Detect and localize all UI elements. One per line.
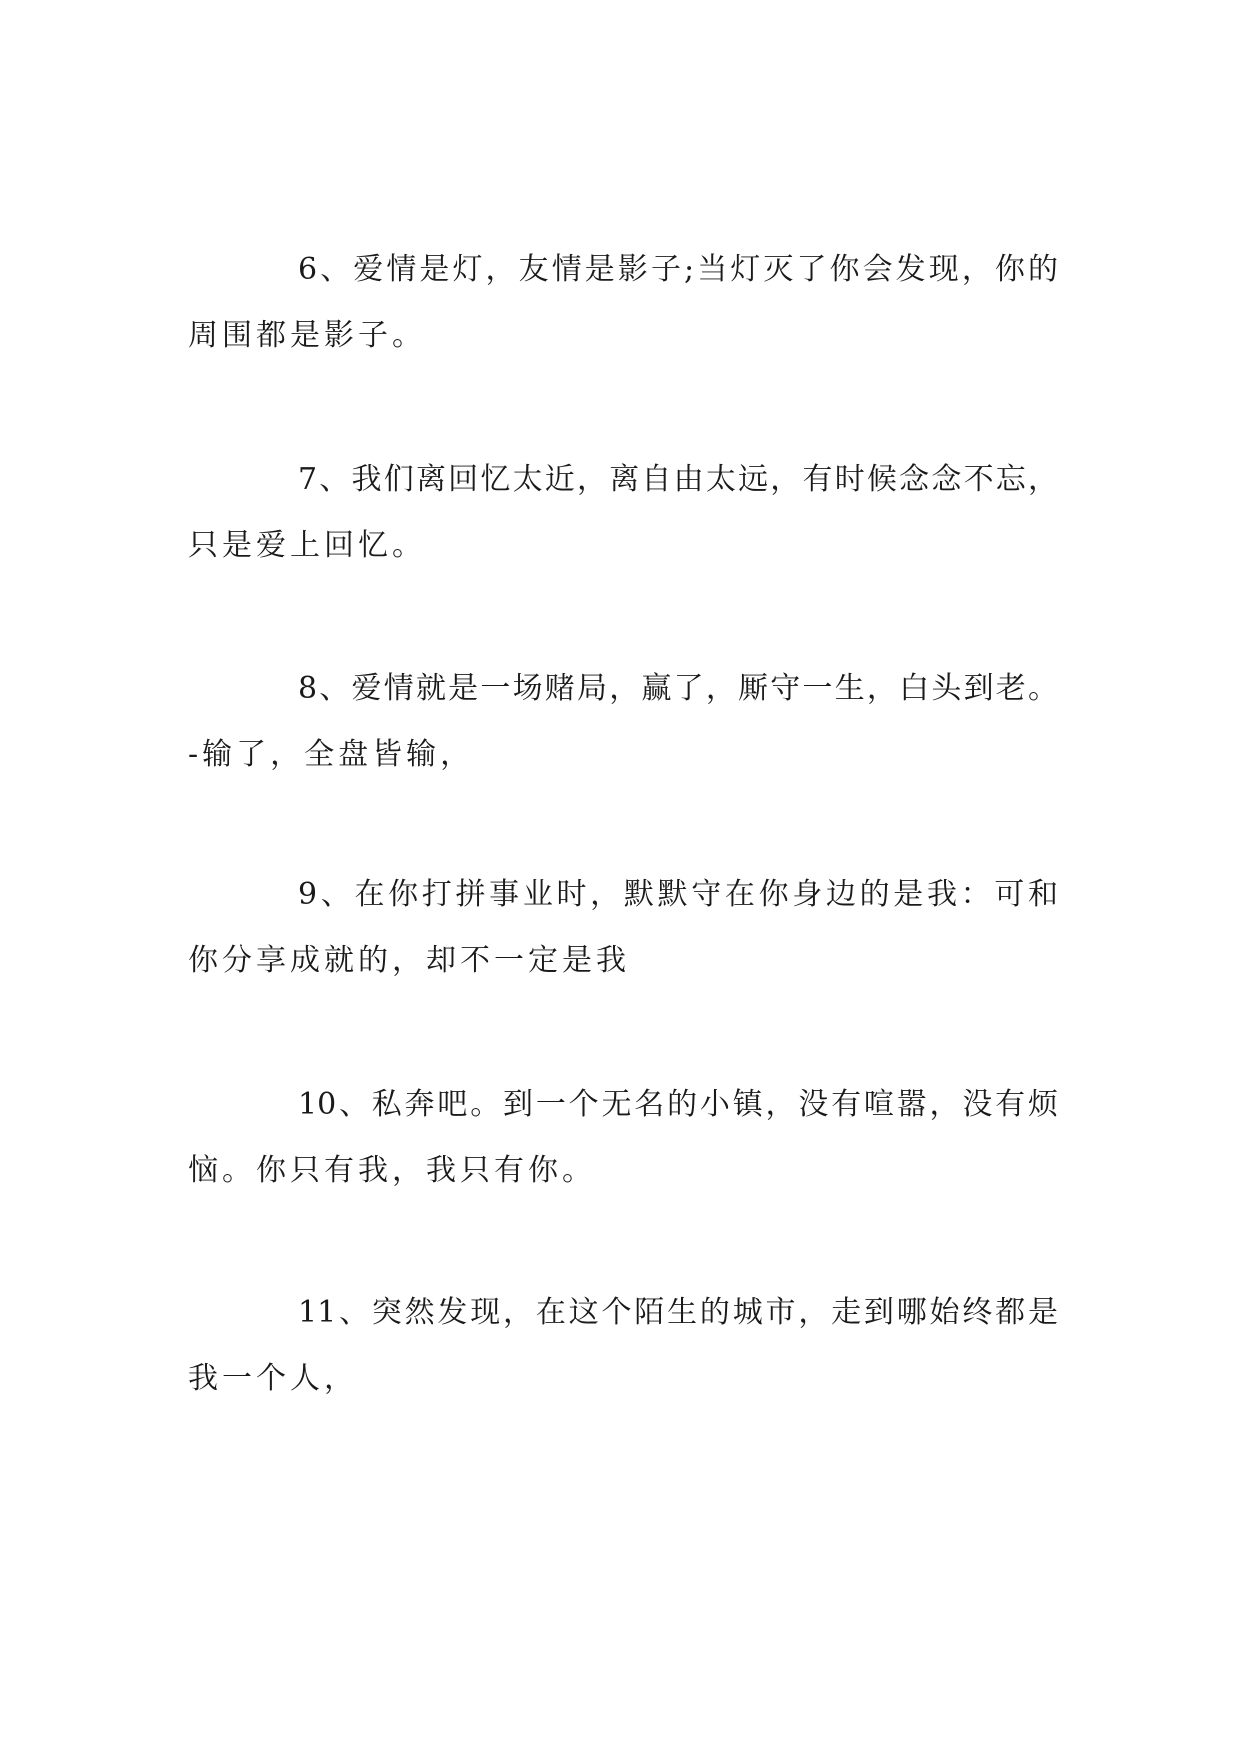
paragraph-line: 8、爱情就是一场赌局，赢了，厮守一生，白头到老。 xyxy=(298,671,1058,706)
paragraph-11 xyxy=(188,1295,1058,1396)
paragraph-line: 6、爱情是灯，友情是影子;当灯灭了你会发现，你的 xyxy=(298,252,1058,287)
paragraph-line: 恼。你只有我，我只有你。 xyxy=(188,1153,596,1188)
paragraph-line: 你分享成就的，却不一定是我 xyxy=(188,943,630,978)
paragraph-6 xyxy=(188,252,1058,353)
paragraph-line: 10、私奔吧。到一个无名的小镇，没有喧嚣，没有烦 xyxy=(298,1087,1058,1122)
paragraph-line: 只是爱上回忆。 xyxy=(188,528,426,563)
paragraph-9 xyxy=(188,877,1058,978)
paragraph-10 xyxy=(188,1087,1058,1188)
paragraph-8 xyxy=(188,671,1058,772)
paragraph-line: -输了，全盘皆输， xyxy=(188,737,475,772)
paragraph-line: 7、我们离回忆太近，离自由太远，有时候念念不忘， xyxy=(298,462,1058,497)
paragraph-line: 11、突然发现，在这个陌生的城市，走到哪始终都是 xyxy=(298,1295,1058,1330)
paragraph-line: 我一个人， xyxy=(188,1361,358,1396)
paragraph-7 xyxy=(188,462,1058,563)
paragraph-line: 9、在你打拼事业时，默默守在你身边的是我：可和 xyxy=(298,877,1058,912)
paragraph-line: 周围都是影子。 xyxy=(188,318,426,353)
